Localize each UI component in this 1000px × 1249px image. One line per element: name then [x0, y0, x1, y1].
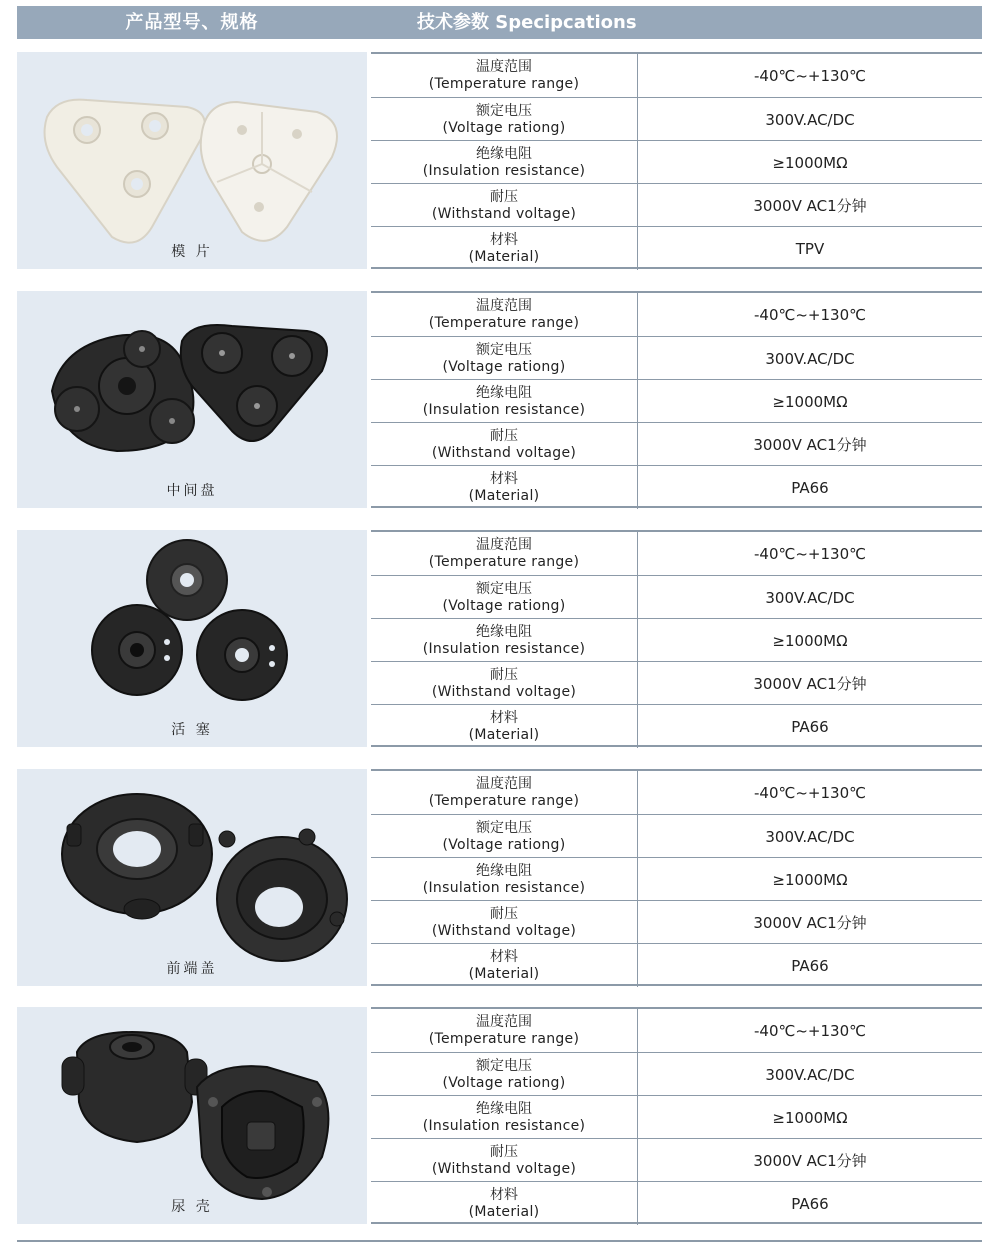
spec-value: 3000V AC1分钟	[753, 197, 867, 215]
spec-label-en: (Insulation resistance)	[422, 1117, 586, 1134]
spec-label-en: (Voltage rationg)	[442, 597, 566, 614]
spec-label-en: (Withstand voltage)	[431, 444, 577, 461]
spec-row-temperature	[371, 293, 982, 336]
spec-label-cn: 耐压	[490, 905, 518, 922]
spec-label-cn: 耐压	[490, 666, 518, 683]
spec-label-cn: 绝缘电阻	[476, 862, 532, 879]
header-product-column: 产品型号、规格	[125, 12, 259, 33]
spec-row-withstand	[371, 661, 982, 705]
spec-label-cn: 绝缘电阻	[476, 384, 532, 401]
spec-label-cn: 额定电压	[476, 341, 532, 358]
product-name: 模 片	[171, 244, 213, 260]
spec-row-withstand	[371, 1138, 982, 1182]
spec-row-material	[371, 465, 982, 509]
spec-value: 300V.AC/DC	[765, 110, 855, 129]
spec-value: -40℃~+130℃	[754, 544, 866, 563]
spec-label-en: (Material)	[468, 487, 540, 504]
spec-label-en: (Withstand voltage)	[431, 922, 577, 939]
product-name: 活 塞	[171, 722, 213, 738]
spec-label-en: (Voltage rationg)	[442, 358, 566, 375]
spec-value: PA66	[791, 1194, 829, 1213]
spec-value: PA66	[791, 956, 829, 975]
spec-label-en: (Temperature range)	[428, 792, 580, 809]
spec-row-withstand	[371, 900, 982, 944]
spec-value: ≥1000MΩ	[772, 153, 848, 172]
spec-label-cn: 温度范围	[476, 297, 532, 314]
spec-row-voltage	[371, 97, 982, 141]
spec-row-withstand	[371, 183, 982, 227]
spec-row-material	[371, 1181, 982, 1225]
spec-value: 3000V AC1分钟	[753, 675, 867, 693]
spec-value: 300V.AC/DC	[765, 1065, 855, 1084]
spec-label-cn: 温度范围	[476, 775, 532, 792]
product-photo	[17, 291, 367, 508]
spec-value: 300V.AC/DC	[765, 349, 855, 368]
spec-row-material	[371, 704, 982, 748]
spec-value: PA66	[791, 478, 829, 497]
spec-row-voltage	[371, 1052, 982, 1096]
product-photo	[17, 52, 367, 269]
spec-label-cn: 材料	[490, 709, 518, 726]
spec-row-withstand	[371, 422, 982, 466]
product-section-2	[17, 291, 982, 508]
spec-row-insulation	[371, 379, 982, 423]
product-section-1	[17, 52, 982, 269]
spec-label-en: (Material)	[468, 726, 540, 743]
spec-label-cn: 温度范围	[476, 1013, 532, 1030]
spec-value: -40℃~+130℃	[754, 783, 866, 802]
spec-row-temperature	[371, 532, 982, 575]
spec-value: 300V.AC/DC	[765, 827, 855, 846]
spec-table	[371, 52, 982, 269]
spec-label-cn: 温度范围	[476, 536, 532, 553]
spec-value: ≥1000MΩ	[772, 870, 848, 889]
spec-row-temperature	[371, 1009, 982, 1052]
spec-label-en: (Material)	[468, 1203, 540, 1220]
spec-label-cn: 额定电压	[476, 580, 532, 597]
spec-label-en: (Temperature range)	[428, 553, 580, 570]
product-photo	[17, 769, 367, 986]
spec-value: PA66	[791, 717, 829, 736]
spec-row-voltage	[371, 575, 982, 619]
spec-row-voltage	[371, 336, 982, 380]
spec-label-cn: 额定电压	[476, 1057, 532, 1074]
spec-label-cn: 材料	[490, 948, 518, 965]
spec-row-temperature	[371, 54, 982, 97]
spec-label-en: (Insulation resistance)	[422, 640, 586, 657]
spec-label-cn: 材料	[490, 470, 518, 487]
spec-label-en: (Insulation resistance)	[422, 162, 586, 179]
spec-row-insulation	[371, 1095, 982, 1139]
spec-label-cn: 绝缘电阻	[476, 145, 532, 162]
spec-label-en: (Voltage rationg)	[442, 836, 566, 853]
spec-label-cn: 额定电压	[476, 102, 532, 119]
spec-value: 300V.AC/DC	[765, 588, 855, 607]
bottom-divider	[17, 1240, 982, 1242]
spec-row-material	[371, 226, 982, 270]
spec-label-en: (Voltage rationg)	[442, 119, 566, 136]
spec-row-insulation	[371, 140, 982, 184]
spec-label-cn: 额定电压	[476, 819, 532, 836]
spec-label-en: (Temperature range)	[428, 1030, 580, 1047]
spec-row-material	[371, 943, 982, 987]
spec-label-en: (Temperature range)	[428, 75, 580, 92]
spec-value: -40℃~+130℃	[754, 1021, 866, 1040]
spec-label-cn: 耐压	[490, 1143, 518, 1160]
black-middle-plate-image	[17, 291, 367, 508]
spec-value: -40℃~+130℃	[754, 66, 866, 85]
spec-value: 3000V AC1分钟	[753, 914, 867, 932]
spec-value: 3000V AC1分钟	[753, 1152, 867, 1170]
spec-label-cn: 绝缘电阻	[476, 623, 532, 640]
spec-row-temperature	[371, 771, 982, 814]
table-header	[17, 6, 982, 39]
spec-value: ≥1000MΩ	[772, 631, 848, 650]
spec-label-en: (Insulation resistance)	[422, 879, 586, 896]
product-name: 尿 壳	[171, 1199, 213, 1215]
spec-label-en: (Withstand voltage)	[431, 1160, 577, 1177]
spec-label-en: (Insulation resistance)	[422, 401, 586, 418]
spec-label-en: (Material)	[468, 965, 540, 982]
spec-label-en: (Withstand voltage)	[431, 205, 577, 222]
spec-value: ≥1000MΩ	[772, 1108, 848, 1127]
black-front-cover-image	[17, 769, 367, 986]
product-name: 前端盖	[166, 961, 218, 977]
spec-label-en: (Withstand voltage)	[431, 683, 577, 700]
spec-value: -40℃~+130℃	[754, 305, 866, 324]
product-photo	[17, 530, 367, 747]
spec-label-cn: 耐压	[490, 427, 518, 444]
spec-label-en: (Material)	[468, 248, 540, 265]
spec-row-voltage	[371, 814, 982, 858]
spec-label-cn: 温度范围	[476, 58, 532, 75]
header-spec-column: 技术参数 Specipcations	[417, 12, 637, 33]
spec-row-insulation	[371, 618, 982, 662]
spec-label-en: (Temperature range)	[428, 314, 580, 331]
spec-row-insulation	[371, 857, 982, 901]
white-diaphragm-image	[17, 52, 367, 269]
spec-table	[371, 530, 982, 747]
spec-table	[371, 291, 982, 508]
spec-table	[371, 769, 982, 986]
spec-value: 3000V AC1分钟	[753, 436, 867, 454]
spec-label-cn: 材料	[490, 231, 518, 248]
spec-label-en: (Voltage rationg)	[442, 1074, 566, 1091]
black-piston-image	[17, 530, 367, 747]
spec-value: TPV	[795, 239, 825, 258]
product-photo	[17, 1007, 367, 1224]
spec-table	[371, 1007, 982, 1224]
product-name: 中间盘	[166, 483, 218, 499]
product-section-3	[17, 530, 982, 747]
spec-label-cn: 耐压	[490, 188, 518, 205]
black-pump-housing-image	[17, 1007, 367, 1224]
spec-label-cn: 材料	[490, 1186, 518, 1203]
product-section-5	[17, 1007, 982, 1224]
spec-label-cn: 绝缘电阻	[476, 1100, 532, 1117]
spec-value: ≥1000MΩ	[772, 392, 848, 411]
product-section-4	[17, 769, 982, 986]
